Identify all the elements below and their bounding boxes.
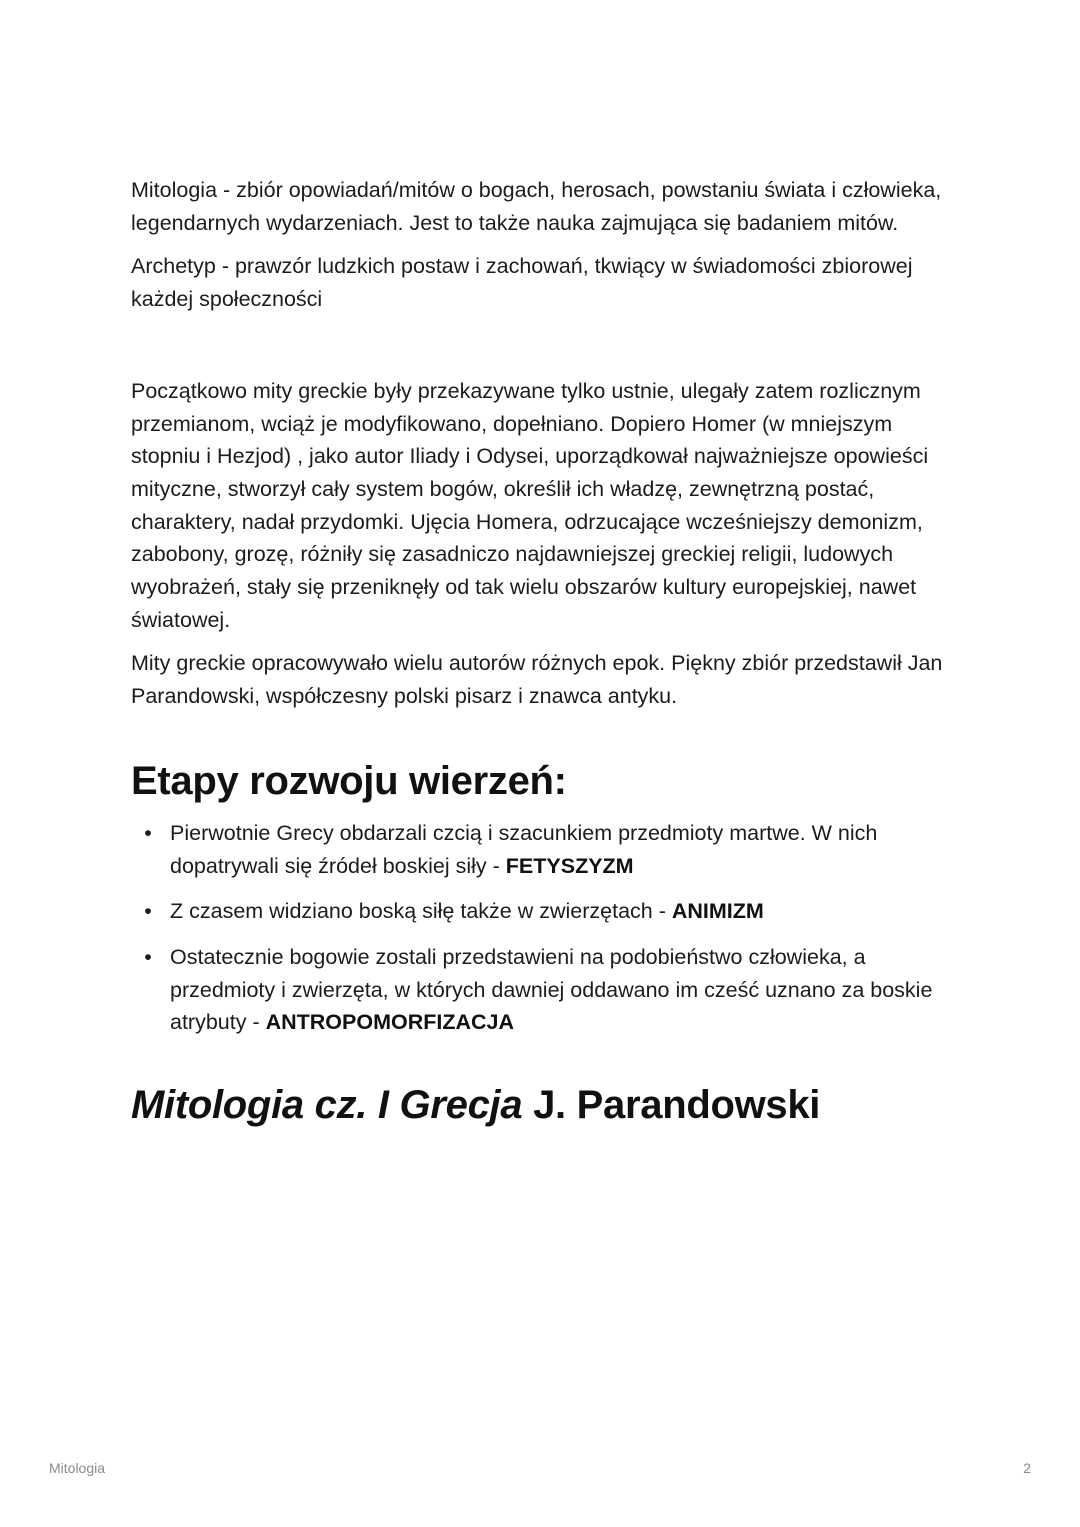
stage-term: ANTROPOMORFIZACJA xyxy=(265,1010,515,1035)
stage-text: Pierwotnie Grecy obdarzali czcią i szacunkiem przedmioty martwe. W nich dopatrywali się źródeł boskiej siły - xyxy=(170,820,878,878)
stage-term: ANIMIZM xyxy=(671,899,764,924)
authors-paragraph: Mity greckie opracowywało wielu autorów różnych epok. Piękny zbiór przedstawił Jan Parandowski, współczesny polski pisarz i znawca antyku. xyxy=(131,651,943,709)
list-item xyxy=(131,895,951,928)
page-content xyxy=(131,174,951,1133)
stages-list xyxy=(131,817,951,1039)
bullet-icon: • xyxy=(144,944,152,969)
list-item xyxy=(131,817,951,882)
book-title-author: J. Parandowski xyxy=(522,1083,821,1128)
intro-paragraph: Początkowo mity greckie były przekazywane tylko ustnie, ulegały zatem rozlicznym przemianom, wciąż je modyfikowano, dopełniano. Dopiero Homer (w mniejszym stopniu i Hezjod) , jako autor Iliady i Odysei, uporządkował najważniejsze opowieści mityczne, stworzył cały system bogów, określił ich władzę, zewnętrzną postać, charaktery, nadał przydomki. Ujęcia Homera, odrzucające wcześniejszy demonizm, zabobony, grozę, różniły się zasadniczo najdawniejszej greckiej religii, ludowych wyobrażeń, stały się przeniknęły od tak wielu obszarów kultury europejskiej, nawet światowej. xyxy=(131,378,929,632)
stage-text: Z czasem widziano boską siłę także w zwierzętach - xyxy=(170,899,672,924)
bullet-icon: • xyxy=(144,899,152,924)
stage-text: Ostatecznie bogowie zostali przedstawieni na podobieństwo człowieka, a przedmioty i zwierzęta, w których dawniej oddawano im cześć uznano za boskie atrybuty - xyxy=(170,944,933,1035)
stage-term: FETYSZYZM xyxy=(505,853,634,878)
footer-page-number: 2 xyxy=(1023,1460,1031,1476)
list-item xyxy=(131,941,951,1039)
definition-mitologia: Mitologia - zbiór opowiadań/mitów o bogach, herosach, powstaniu świata i człowieka, legendarnych wydarzeniach. Jest to także nauka zajmująca się badaniem mitów. xyxy=(131,178,942,235)
book-title xyxy=(131,1077,951,1133)
stages-heading: Etapy rozwoju wierzeń: xyxy=(131,758,567,803)
book-title-italic: Mitologia cz. I Grecja xyxy=(131,1083,523,1128)
bullet-icon: • xyxy=(144,820,152,845)
footer-document-name: Mitologia xyxy=(49,1460,106,1476)
definition-archetyp: Archetyp - prawzór ludzkich postaw i zachowań, tkwiący w świadomości zbiorowej każdej społeczności xyxy=(131,254,913,312)
